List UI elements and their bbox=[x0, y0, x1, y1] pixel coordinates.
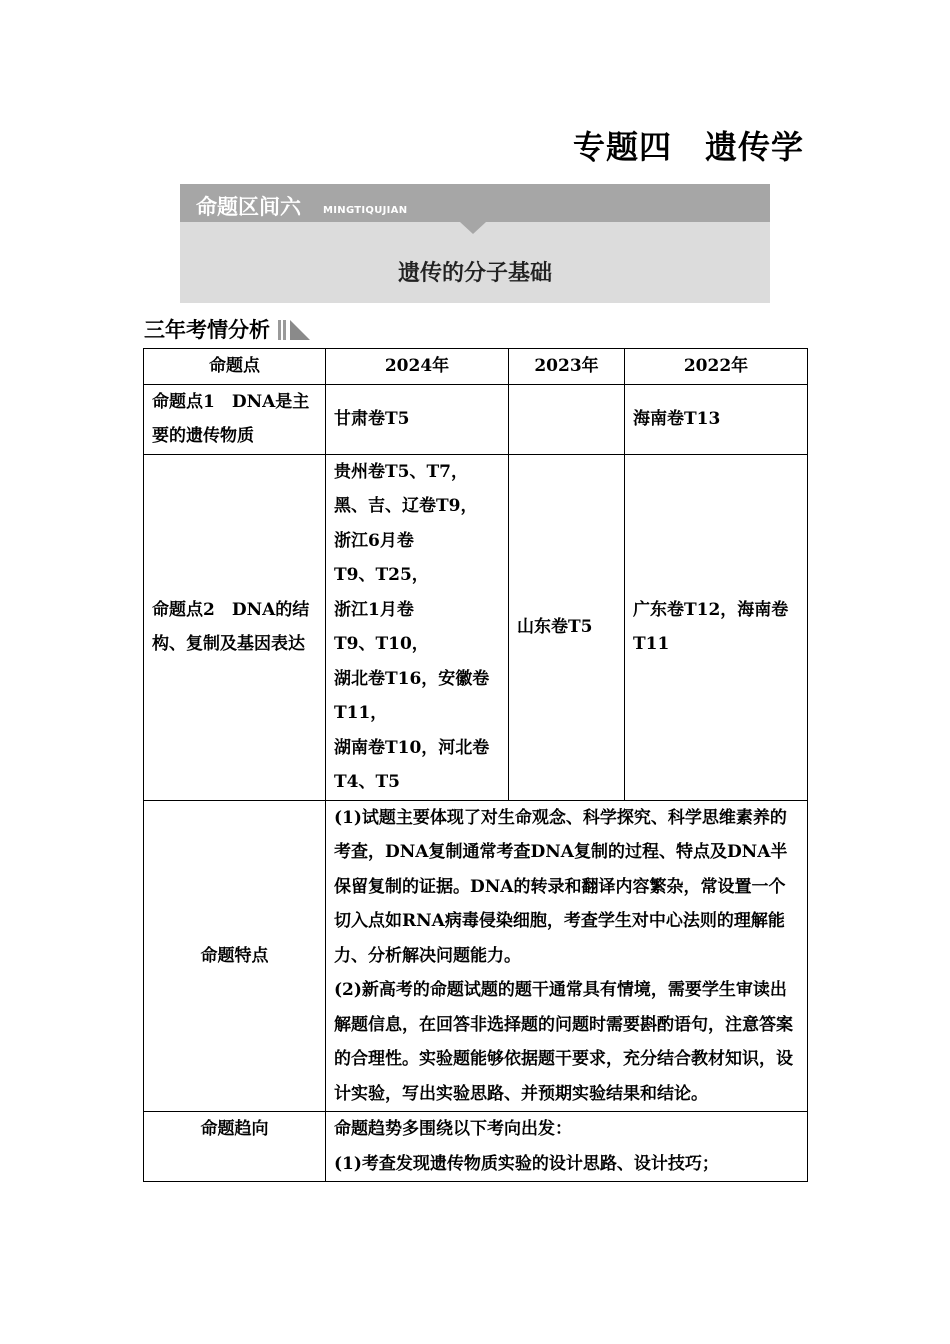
exam-analysis-table bbox=[143, 348, 808, 1182]
cell-line: T9、T10， bbox=[334, 634, 429, 654]
trend-label: 命题趋向 bbox=[144, 1112, 326, 1182]
cell-2023: 山东卷T5 bbox=[509, 454, 625, 800]
feature-content bbox=[326, 800, 808, 1112]
bars-triangle-icon bbox=[278, 318, 310, 340]
header-2024: 2024年 bbox=[326, 349, 509, 385]
cell-line: 浙江6月卷 bbox=[334, 530, 414, 551]
banner-label: 命题区间六 bbox=[196, 195, 301, 219]
section-banner bbox=[180, 184, 770, 303]
cell-2022: 广东卷T12，海南卷T11 bbox=[625, 454, 808, 800]
cell-line: 湖北卷T16，安徽卷T11， bbox=[334, 668, 490, 723]
trend-line: (1)考查发现遗传物质实验的设计思路、设计技巧； bbox=[334, 1153, 719, 1174]
table-row bbox=[144, 454, 808, 800]
cell-line: 浙江1月卷 bbox=[334, 599, 414, 620]
cell-line: 贵州卷T5、T7， bbox=[334, 461, 468, 482]
header-2023: 2023年 bbox=[509, 349, 625, 385]
feature-paragraph: (2)新高考的命题试题的题干通常具有情境，需要学生审读出解题信息，在回答非选择题的问题时需要斟酌语句，注意答案的合理性。实验题能够依据题干要求，充分结合教材知识，设计实验，写出实验思路、并预期实验结果和结论。 bbox=[334, 980, 793, 1104]
cell-2024 bbox=[326, 454, 509, 800]
cell-line: 甘肃卷T5 bbox=[334, 408, 410, 429]
cell-2024 bbox=[326, 384, 509, 454]
trend-row bbox=[144, 1112, 808, 1182]
table-header-row bbox=[144, 349, 808, 385]
header-2022: 2022年 bbox=[625, 349, 808, 385]
table-row bbox=[144, 384, 808, 454]
feature-row bbox=[144, 800, 808, 1112]
cell-line: 黑、吉、辽卷T9， bbox=[334, 496, 478, 516]
cell-2022: 海南卷T13 bbox=[625, 384, 808, 454]
point-cell: 命题点2 DNA的结构、复制及基因表达 bbox=[144, 454, 326, 800]
chapter-title: 专题四 遗传学 bbox=[572, 128, 804, 166]
feature-label: 命题特点 bbox=[144, 800, 326, 1112]
banner-notch bbox=[460, 222, 486, 234]
section-heading bbox=[144, 315, 310, 343]
trend-content bbox=[326, 1112, 808, 1182]
cell-line: 湖南卷T10，河北卷T4、T5 bbox=[334, 737, 490, 792]
banner-title: 遗传的分子基础 bbox=[397, 261, 552, 286]
header-point: 命题点 bbox=[144, 349, 326, 385]
banner-label-pinyin: MINGTIQUJIAN bbox=[323, 205, 408, 216]
point-cell: 命题点1 DNA是主要的遗传物质 bbox=[144, 384, 326, 454]
section-heading-text: 三年考情分析 bbox=[144, 318, 270, 342]
trend-line: 命题趋势多围绕以下考向出发： bbox=[334, 1119, 572, 1139]
cell-line: T9、T25， bbox=[334, 565, 429, 585]
feature-paragraph: (1)试题主要体现了对生命观念、科学探究、科学思维素养的考查，DNA复制通常考查DNA复制的过程、特点及DNA半保留复制的证据。DNA的转录和翻译内容繁杂，常设置一个切入点如RNA病毒侵染细胞，考查学生对中心法则的理解能力、分析解决问题能力。 bbox=[334, 807, 788, 966]
cell-2023 bbox=[509, 384, 625, 454]
